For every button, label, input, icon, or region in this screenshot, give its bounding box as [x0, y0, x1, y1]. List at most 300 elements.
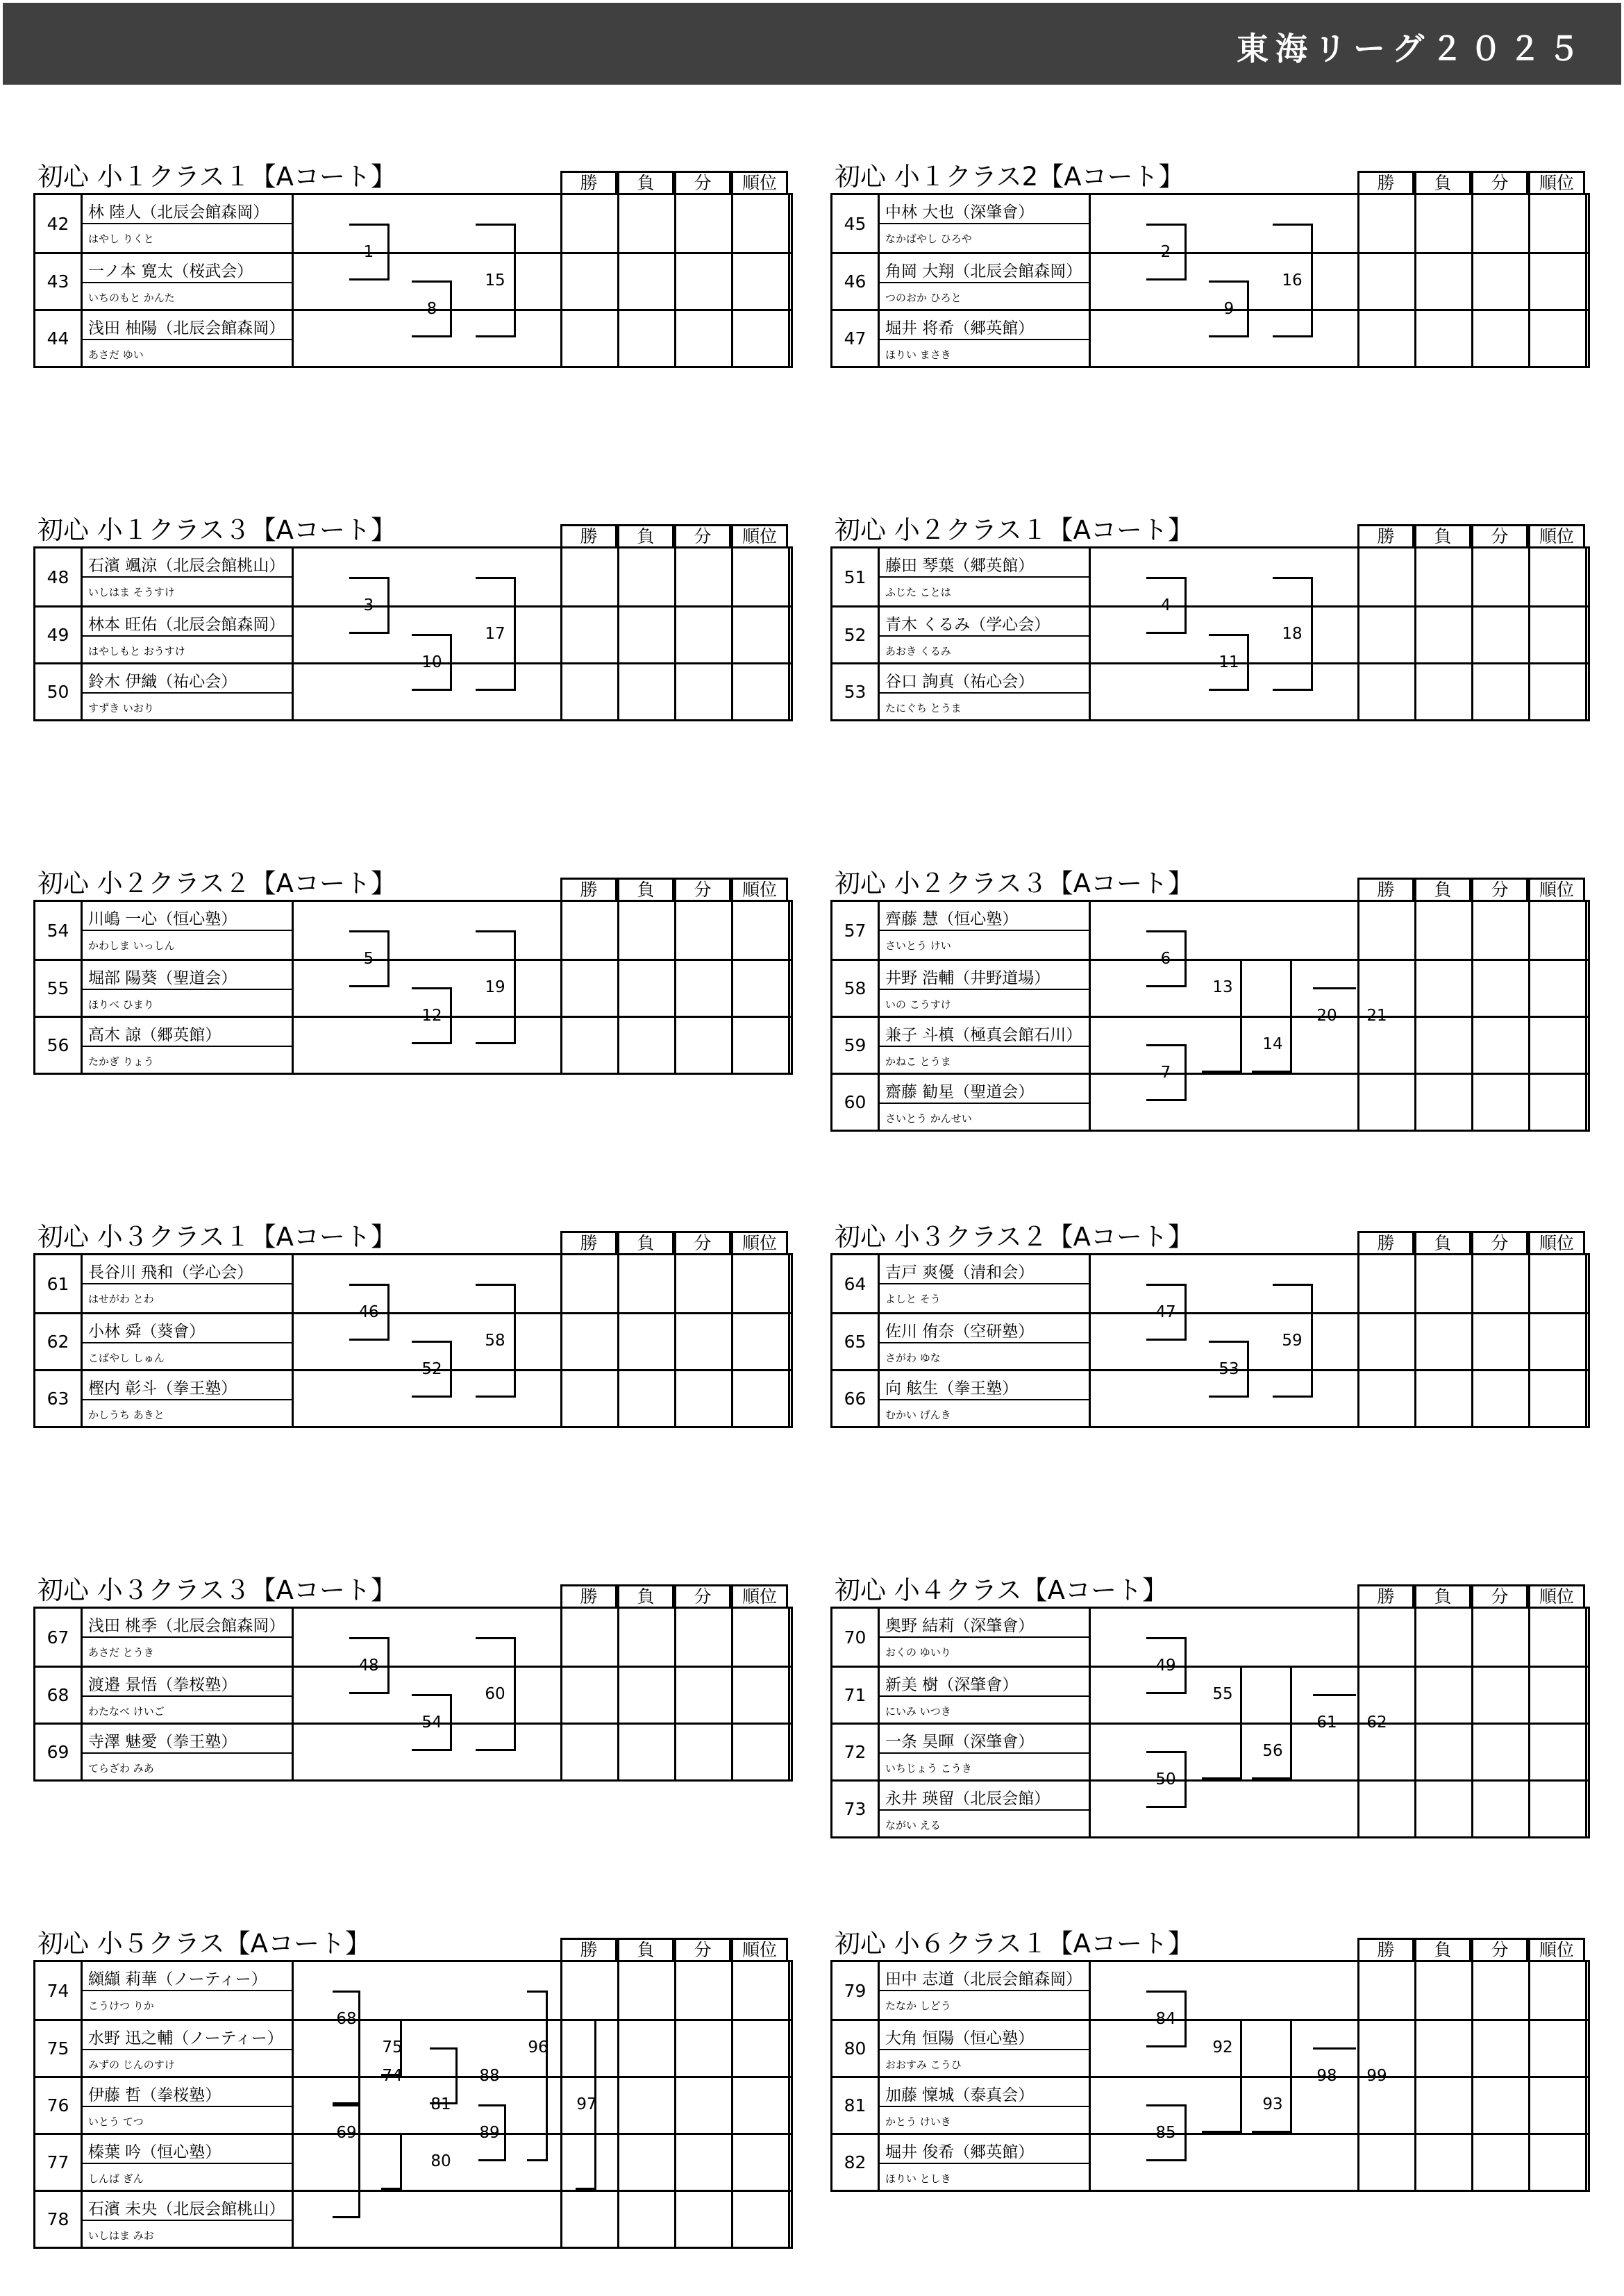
score-cell[interactable] — [1473, 1075, 1530, 1132]
player-number: 55 — [35, 961, 83, 1016]
player-kana: ながい える — [885, 1819, 941, 1832]
player-name: 一条 昊暉（深肇會） — [885, 1733, 1035, 1751]
name-kana-divider — [83, 1990, 293, 1991]
player-name: 谷口 詢真（祐心会） — [885, 673, 1035, 691]
name-kana-divider — [880, 930, 1090, 931]
score-cell[interactable] — [619, 1725, 676, 1782]
name-kana-divider — [880, 635, 1090, 637]
score-cell[interactable] — [619, 548, 676, 605]
entry-grid — [830, 1253, 1590, 1428]
score-cell[interactable] — [1416, 664, 1473, 721]
match-number: 17 — [485, 625, 505, 643]
match-number: 92 — [1212, 2038, 1233, 2056]
player-kana: いちじょう こうき — [885, 1762, 972, 1775]
score-cell[interactable] — [1473, 961, 1530, 1018]
player-kana: たにぐち とうま — [885, 702, 962, 714]
score-cell[interactable] — [733, 1609, 790, 1666]
score-cell[interactable] — [676, 1962, 733, 2019]
score-cell[interactable] — [1416, 961, 1473, 1018]
score-cell[interactable] — [676, 1668, 733, 1725]
column-header: 分 — [1471, 1584, 1528, 1609]
player-kana: おくの ゆいり — [885, 1646, 951, 1659]
column-header: 分 — [1471, 171, 1528, 195]
match-number: 69 — [336, 2124, 357, 2142]
player-name: 青木 くるみ（学心会） — [885, 616, 1050, 634]
score-cell[interactable] — [1530, 1782, 1587, 1838]
player-kana: かとう けいき — [885, 2115, 951, 2128]
score-cell[interactable] — [676, 1255, 733, 1312]
entry-grid — [33, 900, 793, 1075]
score-cell[interactable] — [733, 961, 790, 1018]
entry-grid — [830, 193, 1590, 368]
match-number: 18 — [1282, 625, 1303, 643]
score-cell[interactable] — [1473, 195, 1530, 252]
player-name: 高木 諒（郷英館） — [88, 1026, 221, 1044]
match-bracket — [294, 1962, 601, 2247]
player-kana: いとう てつ — [88, 2115, 144, 2128]
player-number: 72 — [832, 1725, 880, 1779]
name-kana-divider — [83, 1342, 293, 1343]
score-cell[interactable] — [676, 664, 733, 721]
score-cell[interactable] — [1473, 1255, 1530, 1312]
match-number: 4 — [1160, 596, 1171, 614]
score-cell[interactable] — [733, 1962, 790, 2019]
match-number: 12 — [421, 1007, 442, 1025]
name-kana-divider — [83, 1695, 293, 1697]
player-name: 大角 恒陽（恒心塾） — [885, 2029, 1035, 2047]
score-cell[interactable] — [1416, 1962, 1473, 2019]
column-header: 勝 — [560, 1938, 617, 1962]
player-name: 藤田 琴葉（郷英館） — [885, 557, 1035, 575]
score-cell[interactable] — [676, 195, 733, 252]
player-kana: ほりい まさき — [885, 349, 951, 361]
score-cell[interactable] — [1530, 1255, 1587, 1312]
player-name: 兼子 斗槙（極真会館石川） — [885, 1026, 1082, 1044]
score-cell[interactable] — [1530, 1725, 1587, 1782]
score-cell[interactable] — [1473, 1782, 1530, 1838]
score-cell[interactable] — [1473, 1018, 1530, 1075]
score-cell[interactable] — [1416, 607, 1473, 664]
score-cell[interactable] — [1416, 548, 1473, 605]
match-number: 53 — [1219, 1360, 1239, 1378]
score-cell[interactable] — [733, 1314, 790, 1371]
match-number: 55 — [1212, 1685, 1233, 1703]
player-kana: さいとう かんせい — [885, 1112, 972, 1125]
class-title: 初心 小２クラス３【Aコート】 — [835, 869, 1194, 898]
column-header: 負 — [617, 524, 674, 548]
bracket-line — [333, 2104, 360, 2218]
score-cell[interactable] — [1416, 311, 1473, 368]
score-cell[interactable] — [1530, 961, 1587, 1018]
match-number: 93 — [1262, 2095, 1283, 2113]
score-cell[interactable] — [1530, 1018, 1587, 1075]
player-name: 寺澤 魅愛（拳王塾） — [88, 1733, 237, 1751]
score-cell[interactable] — [1530, 1075, 1587, 1132]
player-number: 73 — [832, 1782, 880, 1836]
player-name: 伊藤 哲（拳桜塾） — [88, 2086, 221, 2104]
score-cell[interactable] — [619, 1314, 676, 1371]
match-bracket — [294, 1609, 601, 1779]
player-number: 45 — [832, 195, 880, 252]
match-number: 75 — [382, 2038, 403, 2056]
bracket-line — [333, 1991, 360, 2104]
match-number: 52 — [421, 1360, 442, 1378]
score-cell[interactable] — [1473, 254, 1530, 311]
match-number: 8 — [426, 300, 437, 318]
player-kana: たかぎ りょう — [88, 1055, 154, 1068]
match-number: 49 — [1155, 1657, 1176, 1675]
score-cell[interactable] — [676, 961, 733, 1018]
column-header: 分 — [674, 524, 731, 548]
score-cell[interactable] — [676, 548, 733, 605]
player-kana: よしと そう — [885, 1293, 941, 1305]
name-kana-divider — [83, 635, 293, 637]
score-cell[interactable] — [1530, 254, 1587, 311]
score-cell[interactable] — [676, 1725, 733, 1782]
score-cell[interactable] — [1416, 2078, 1473, 2135]
match-number: 88 — [479, 2067, 500, 2085]
column-header: 分 — [1471, 878, 1528, 902]
page-title: 東海リーグ２０２５ — [1237, 30, 1587, 67]
score-cell[interactable] — [1530, 311, 1587, 368]
score-cell[interactable] — [733, 1371, 790, 1428]
name-kana-divider — [880, 282, 1090, 283]
player-number: 53 — [832, 664, 880, 719]
score-cell[interactable] — [619, 961, 676, 1018]
bracket-line — [1313, 1694, 1356, 1696]
score-cell[interactable] — [1416, 1668, 1473, 1725]
score-cell[interactable] — [619, 607, 676, 664]
score-cell[interactable] — [733, 311, 790, 368]
player-name: 纐纈 莉華（ノーティー） — [88, 1970, 267, 1988]
player-name: 堀井 俊希（郷英館） — [885, 2143, 1035, 2161]
player-name: 吉戸 爽優（清和会） — [885, 1264, 1035, 1282]
player-kana: いしはま みお — [88, 2229, 154, 2242]
match-number: 10 — [421, 653, 442, 671]
column-header: 順位 — [1528, 171, 1585, 195]
score-cell[interactable] — [1416, 1725, 1473, 1782]
score-cell[interactable] — [1473, 1668, 1530, 1725]
player-number: 60 — [832, 1075, 880, 1130]
score-cell[interactable] — [1416, 195, 1473, 252]
score-cell[interactable] — [1416, 1782, 1473, 1838]
player-name: 角岡 大翔（北辰会館森岡） — [885, 262, 1082, 280]
player-name: 井野 浩輔（井野道場） — [885, 969, 1050, 987]
bracket-line — [1252, 959, 1292, 1073]
bracket-line — [1202, 959, 1242, 1073]
score-cell[interactable] — [733, 1255, 790, 1312]
score-cell[interactable] — [676, 607, 733, 664]
score-cell[interactable] — [733, 195, 790, 252]
score-cell[interactable] — [733, 1018, 790, 1075]
player-kana: かしうち あきと — [88, 1409, 165, 1421]
match-number: 59 — [1282, 1332, 1303, 1350]
match-number: 56 — [1262, 1742, 1283, 1760]
score-cell[interactable] — [1473, 1314, 1530, 1371]
bracket-line — [1313, 2047, 1356, 2050]
score-cell[interactable] — [1530, 195, 1587, 252]
match-number: 81 — [430, 2095, 451, 2113]
score-cell[interactable] — [1530, 664, 1587, 721]
score-cell[interactable] — [1473, 2135, 1530, 2192]
name-kana-divider — [880, 1695, 1090, 1697]
score-cell[interactable] — [1416, 1075, 1473, 1132]
column-header: 負 — [1414, 1231, 1471, 1255]
score-cell[interactable] — [676, 1371, 733, 1428]
class-title: 初心 小２クラス１【Aコート】 — [835, 515, 1194, 545]
player-number: 68 — [35, 1668, 83, 1723]
score-cell[interactable] — [619, 1668, 676, 1725]
name-kana-divider — [83, 1283, 293, 1284]
column-header: 勝 — [1357, 1938, 1414, 1962]
score-cell[interactable] — [1530, 2078, 1587, 2135]
player-number: 59 — [832, 1018, 880, 1073]
bracket-line — [1252, 1666, 1292, 1779]
bracket-line — [381, 2133, 402, 2190]
score-cell[interactable] — [1473, 1962, 1530, 2019]
score-cell[interactable] — [1473, 1371, 1530, 1428]
score-cell[interactable] — [733, 2135, 790, 2192]
score-cell[interactable] — [733, 607, 790, 664]
class-title: 初心 小３クラス３【Aコート】 — [37, 1575, 396, 1605]
score-cell[interactable] — [619, 902, 676, 959]
score-cell[interactable] — [619, 254, 676, 311]
player-kana: いちのもと かんた — [88, 292, 175, 304]
column-header: 分 — [674, 878, 731, 902]
player-name: 渡邉 景悟（拳桜塾） — [88, 1676, 237, 1694]
match-bracket — [294, 902, 601, 1073]
match-bracket — [1091, 1255, 1398, 1426]
player-name: 水野 迅之輔（ノーティー） — [88, 2029, 283, 2047]
score-cell[interactable] — [1416, 2021, 1473, 2078]
score-cell[interactable] — [619, 664, 676, 721]
player-kana: あおき くるみ — [885, 645, 951, 657]
score-cell[interactable] — [733, 1725, 790, 1782]
player-kana: あさだ ゆい — [88, 349, 144, 361]
player-number: 47 — [832, 311, 880, 366]
column-header: 順位 — [1528, 1584, 1585, 1609]
column-header: 勝 — [1357, 171, 1414, 195]
player-kana: さいとう けい — [885, 939, 951, 952]
player-kana: かねこ とうま — [885, 1055, 951, 1068]
match-number: 1 — [363, 243, 374, 261]
score-cell[interactable] — [1530, 1962, 1587, 2019]
match-number: 61 — [1316, 1713, 1337, 1732]
match-number: 96 — [528, 2038, 549, 2056]
score-cell[interactable] — [733, 2078, 790, 2135]
column-header: 負 — [1414, 1938, 1471, 1962]
name-kana-divider — [83, 282, 293, 283]
player-kana: すずき いおり — [88, 702, 154, 714]
score-cell[interactable] — [619, 2078, 676, 2135]
name-kana-divider — [880, 2106, 1090, 2107]
page-header — [3, 3, 1621, 85]
score-cell[interactable] — [1473, 664, 1530, 721]
score-cell[interactable] — [619, 2192, 676, 2249]
match-number: 74 — [382, 2067, 403, 2085]
player-name: 樫内 彰斗（拳王塾） — [88, 1380, 237, 1398]
match-number: 2 — [1160, 243, 1171, 261]
player-number: 75 — [35, 2021, 83, 2076]
name-kana-divider — [880, 989, 1090, 990]
score-cell[interactable] — [1473, 902, 1530, 959]
match-bracket — [1091, 1962, 1398, 2190]
score-cell[interactable] — [733, 254, 790, 311]
name-kana-divider — [83, 2106, 293, 2107]
player-name: 佐川 侑奈（空研塾） — [885, 1323, 1035, 1341]
score-cell[interactable] — [676, 1609, 733, 1666]
column-header: 順位 — [731, 1231, 788, 1255]
player-number: 49 — [35, 607, 83, 662]
name-kana-divider — [880, 2163, 1090, 2164]
player-number: 78 — [35, 2192, 83, 2247]
score-cell[interactable] — [1473, 2021, 1530, 2078]
score-cell[interactable] — [619, 2135, 676, 2192]
score-cell[interactable] — [676, 254, 733, 311]
score-cell[interactable] — [619, 311, 676, 368]
score-cell[interactable] — [1530, 548, 1587, 605]
column-header: 順位 — [731, 171, 788, 195]
score-cell[interactable] — [1530, 902, 1587, 959]
player-number: 50 — [35, 664, 83, 719]
score-cell[interactable] — [733, 548, 790, 605]
name-kana-divider — [880, 576, 1090, 578]
score-cell[interactable] — [733, 664, 790, 721]
score-cell[interactable] — [619, 2021, 676, 2078]
score-cell[interactable] — [1416, 1314, 1473, 1371]
entry-grid — [830, 546, 1590, 721]
score-cell[interactable] — [676, 2021, 733, 2078]
column-header: 順位 — [731, 524, 788, 548]
match-number: 16 — [1282, 271, 1303, 290]
score-cell[interactable] — [1473, 2078, 1530, 2135]
score-cell[interactable] — [1530, 1609, 1587, 1666]
player-number: 70 — [832, 1609, 880, 1666]
match-number: 6 — [1160, 950, 1171, 968]
column-header: 分 — [674, 171, 731, 195]
player-number: 51 — [832, 548, 880, 605]
player-name: 堀井 将希（郷英館） — [885, 319, 1035, 337]
player-number: 79 — [832, 1962, 880, 2019]
player-number: 44 — [35, 311, 83, 366]
score-cell[interactable] — [676, 902, 733, 959]
player-number: 64 — [832, 1255, 880, 1312]
score-cell[interactable] — [676, 2135, 733, 2192]
score-cell[interactable] — [619, 1018, 676, 1075]
player-kana: あさだ とうき — [88, 1646, 154, 1659]
score-cell[interactable] — [676, 311, 733, 368]
player-number: 65 — [832, 1314, 880, 1369]
bracket-line — [1202, 2019, 1242, 2133]
player-name: 石濱 颯涼（北辰会館桃山） — [88, 557, 285, 575]
score-cell[interactable] — [619, 195, 676, 252]
column-header: 分 — [1471, 1938, 1528, 1962]
score-cell[interactable] — [1416, 1371, 1473, 1428]
score-cell[interactable] — [1416, 2135, 1473, 2192]
player-name: 石濱 未央（北辰会館桃山） — [88, 2200, 285, 2218]
score-cell[interactable] — [1473, 1725, 1530, 1782]
score-cell[interactable] — [1530, 607, 1587, 664]
score-cell[interactable] — [1473, 548, 1530, 605]
match-number: 99 — [1366, 2067, 1387, 2085]
column-header: 負 — [617, 878, 674, 902]
score-cell[interactable] — [676, 2078, 733, 2135]
score-cell[interactable] — [733, 2021, 790, 2078]
score-cell[interactable] — [1530, 2021, 1587, 2078]
score-cell[interactable] — [619, 1962, 676, 2019]
score-cell[interactable] — [619, 1609, 676, 1666]
player-name: 齊藤 慧（恒心塾） — [885, 910, 1019, 928]
score-cell[interactable] — [619, 1371, 676, 1428]
match-bracket — [1091, 1609, 1398, 1836]
score-cell[interactable] — [676, 1314, 733, 1371]
score-cell[interactable] — [1416, 1609, 1473, 1666]
player-name: 榛葉 吟（恒心塾） — [88, 2143, 221, 2161]
score-cell[interactable] — [676, 2192, 733, 2249]
score-cell[interactable] — [733, 2192, 790, 2249]
entry-grid — [33, 1960, 793, 2249]
player-number: 77 — [35, 2135, 83, 2190]
column-header: 分 — [674, 1938, 731, 1962]
score-cell[interactable] — [619, 1255, 676, 1312]
score-cell[interactable] — [1416, 1255, 1473, 1312]
player-number: 52 — [832, 607, 880, 662]
match-number: 3 — [363, 596, 374, 614]
name-kana-divider — [83, 989, 293, 990]
score-cell[interactable] — [1473, 1609, 1530, 1666]
score-cell[interactable] — [1530, 1371, 1587, 1428]
player-number: 76 — [35, 2078, 83, 2133]
score-cell[interactable] — [1416, 902, 1473, 959]
score-cell[interactable] — [733, 902, 790, 959]
match-number: 15 — [485, 271, 505, 290]
score-cell[interactable] — [1473, 311, 1530, 368]
match-number: 47 — [1155, 1303, 1176, 1321]
player-kana: こうけつ りか — [88, 2000, 154, 2012]
score-cell[interactable] — [676, 1018, 733, 1075]
score-cell[interactable] — [1473, 607, 1530, 664]
player-name: 川嶋 一心（恒心塾） — [88, 910, 237, 928]
class-title: 初心 小５クラス【Aコート】 — [37, 1929, 371, 1959]
score-cell[interactable] — [1530, 1668, 1587, 1725]
score-cell[interactable] — [1416, 254, 1473, 311]
column-header: 分 — [674, 1584, 731, 1609]
column-header: 順位 — [1528, 878, 1585, 902]
player-kana: はやしもと おうすけ — [88, 645, 185, 657]
player-kana: しんば ぎん — [88, 2172, 144, 2185]
player-number: 43 — [35, 254, 83, 309]
player-kana: にいみ いつき — [885, 1705, 951, 1718]
player-name: 一ノ本 寛太（桜武会） — [88, 262, 253, 280]
column-header: 順位 — [1528, 524, 1585, 548]
player-kana: はやし りくと — [88, 233, 154, 245]
match-number: 5 — [363, 950, 374, 968]
score-cell[interactable] — [1530, 1314, 1587, 1371]
match-number: 9 — [1223, 300, 1234, 318]
name-kana-divider — [880, 1399, 1090, 1400]
player-number: 62 — [35, 1314, 83, 1369]
score-cell[interactable] — [733, 1668, 790, 1725]
match-bracket — [294, 1255, 601, 1426]
player-number: 63 — [35, 1371, 83, 1426]
entry-grid — [33, 1607, 793, 1782]
column-header: 負 — [1414, 171, 1471, 195]
score-cell[interactable] — [1416, 1018, 1473, 1075]
player-name: 長谷川 飛和（学心会） — [88, 1264, 253, 1282]
entry-grid — [830, 1960, 1590, 2192]
bracket-line — [1313, 987, 1356, 989]
score-cell[interactable] — [1530, 2135, 1587, 2192]
